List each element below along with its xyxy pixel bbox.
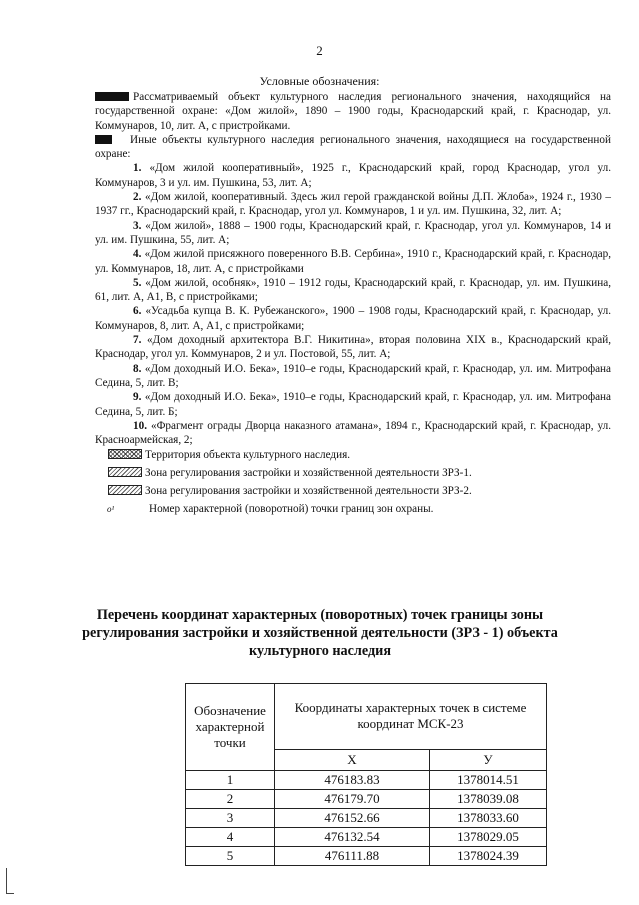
- header-point: Обозначение характерной точки: [186, 684, 275, 771]
- legend-object-item: [95, 419, 611, 448]
- cell-point: 1: [186, 771, 275, 790]
- table-row: [186, 847, 547, 866]
- header-coords-text: Координаты характерных точек в системе координат МСК-23: [294, 700, 527, 732]
- object-text: «Дом доходный И.О. Бека», 1910–е годы, Краснодарский край, г. Краснодар, ул. им. Митрофана Седина, 5, лит. Б;: [95, 391, 611, 418]
- point-marker-icon: о¹: [107, 504, 115, 515]
- cell-y: 1378024.39: [430, 847, 547, 866]
- cell-x: 476132.54: [275, 828, 430, 847]
- legend-object-item: [95, 390, 611, 419]
- cell-point: 2: [186, 790, 275, 809]
- object-number: 8.: [133, 362, 142, 375]
- legend-object-item: [95, 333, 611, 362]
- territory-label: Территория объекта культурного наследия.: [145, 449, 351, 462]
- legend-object-item: [95, 276, 611, 305]
- table-row: [186, 771, 547, 790]
- scan-edge-mark: [6, 868, 7, 894]
- legend-object-item: [95, 219, 611, 248]
- object-number: 3.: [133, 219, 142, 232]
- table-header-row: [186, 684, 547, 750]
- legend-body: [95, 90, 611, 518]
- legend-point-row: [95, 502, 611, 518]
- header-coords: [275, 684, 547, 750]
- hatch-swatch-icon: [108, 467, 142, 477]
- table-row: [186, 809, 547, 828]
- object-text: «Дом жилой, кооперативный. Здесь жил герой гражданской войны Д.П. Жлоба», 1924 г., 1930 – 1937 гг., Краснодарский край, г. Краснодар, угол ул. Коммунаров, 1 и ул. им. Пушкина, 32, лит. А;: [95, 191, 611, 218]
- cell-x: 476183.83: [275, 771, 430, 790]
- object-text: «Дом жилой присяжного поверенного В.В. Сербина», 1910 г., Краснодарский край, г. Краснодар, ул. Коммунаров, 18, лит. А, с пристройками: [95, 248, 612, 275]
- legend-object-item: [95, 362, 611, 391]
- object-number: 1.: [133, 162, 142, 175]
- zrz1-label: Зона регулирования застройки и хозяйственной деятельности ЗРЗ-1.: [145, 467, 472, 480]
- cell-y: 1378014.51: [430, 771, 547, 790]
- table-row: [186, 828, 547, 847]
- object-number: 6.: [133, 305, 142, 318]
- page-number: 2: [316, 43, 323, 58]
- small-black-swatch-icon: [95, 135, 112, 144]
- coordinates-list-title: Перечень координат характерных (поворотных) точек границы зоны регулирования застройки и хозяйственной деятельности (ЗРЗ - 1) объекта культурного наследия: [82, 607, 558, 659]
- legend-other-text: Иные объекты культурного наследия регионального значения, находящиеся на государственной охране:: [95, 133, 611, 161]
- legend-object-item: [95, 161, 611, 190]
- zrz2-label: Зона регулирования застройки и хозяйственной деятельности ЗРЗ-2.: [145, 485, 472, 498]
- crosshatch-swatch-icon: [108, 449, 142, 459]
- object-number: 2.: [133, 191, 142, 204]
- object-number: 9.: [133, 391, 142, 404]
- cell-y: 1378033.60: [430, 809, 547, 828]
- cell-x: 476179.70: [275, 790, 430, 809]
- object-text: «Дом жилой кооперативный», 1925 г., Краснодарский край, город Краснодар, угол ул. Коммунаров, 3 и ул. им. Пушкина, 53, лит. А;: [95, 162, 611, 189]
- legend-object-item: [95, 247, 611, 276]
- object-text: «Дом доходный И.О. Бека», 1910–е годы, Краснодарский край, г. Краснодар, ул. им. Митрофана Седина, 5, лит. В;: [95, 362, 611, 389]
- object-number: 5.: [133, 276, 142, 289]
- point-label: Номер характерной (поворотной) точки границ зон охраны.: [149, 503, 434, 516]
- header-y: У: [430, 749, 547, 770]
- legend-zrz1-row: [95, 466, 611, 482]
- legend-zrz2-row: [95, 484, 611, 500]
- cell-point: 3: [186, 809, 275, 828]
- object-text: «Дом жилой, особняк», 1910 – 1912 годы, Краснодарский край, г. Краснодар, ул. им. Пушкина, 61, лит. А, А1, В, с пристройками;: [95, 276, 611, 304]
- object-text: «Дом доходный архитектора В.Г. Никитина», вторая половина XIX в., Краснодарский край, Краснодар, угол ул. Коммунаров, 2 и ул. Постовой, 55, лит. А;: [95, 334, 612, 361]
- cell-y: 1378039.08: [430, 790, 547, 809]
- legend-object-item: [95, 304, 611, 333]
- cell-point: 4: [186, 828, 275, 847]
- object-number: 7.: [133, 334, 142, 347]
- hatch-swatch-icon: [108, 485, 142, 495]
- table-row: [186, 790, 547, 809]
- legend-title: Условные обозначения:: [259, 74, 380, 88]
- scan-edge-mark: [6, 893, 14, 894]
- object-number: 4.: [133, 248, 142, 261]
- coordinates-table: [185, 683, 547, 866]
- legend-other-paragraph: [95, 133, 611, 162]
- cell-x: 476111.88: [275, 847, 430, 866]
- legend-territory-row: [95, 448, 611, 464]
- cell-y: 1378029.05: [430, 828, 547, 847]
- legend-subject-text: Рассматриваемый объект культурного наследия регионального значения, находящийся на государственной охране: «Дом жилой», 1890 – 1900 годы, Краснодарский край, г. Краснодар, ул. Коммунаров, 10, лит. А, с пристройками.: [95, 91, 611, 132]
- object-text: «Фрагмент ограды Дворца наказного атамана», 1894 г., Краснодарский край, г. Краснодар, ул. Красноармейская, 2;: [95, 419, 611, 447]
- legend-subject-paragraph: [95, 90, 611, 133]
- header-x: X: [275, 749, 430, 770]
- object-text: «Усадьба купца В. К. Рубежанского», 1900 – 1908 годы, Краснодарский край, г. Краснодар, ул. Коммунаров, 8, лит. А, А1, с пристройками;: [95, 305, 612, 332]
- cell-point: 5: [186, 847, 275, 866]
- black-swatch-icon: [95, 92, 129, 101]
- object-number: 10.: [133, 419, 147, 432]
- cell-x: 476152.66: [275, 809, 430, 828]
- legend-object-item: [95, 190, 611, 219]
- object-text: «Дом жилой», 1888 – 1900 годы, Краснодарский край, г. Краснодар, угол ул. Коммунаров, 14 и ул. им. Пушкина, 55, лит. А;: [95, 219, 612, 246]
